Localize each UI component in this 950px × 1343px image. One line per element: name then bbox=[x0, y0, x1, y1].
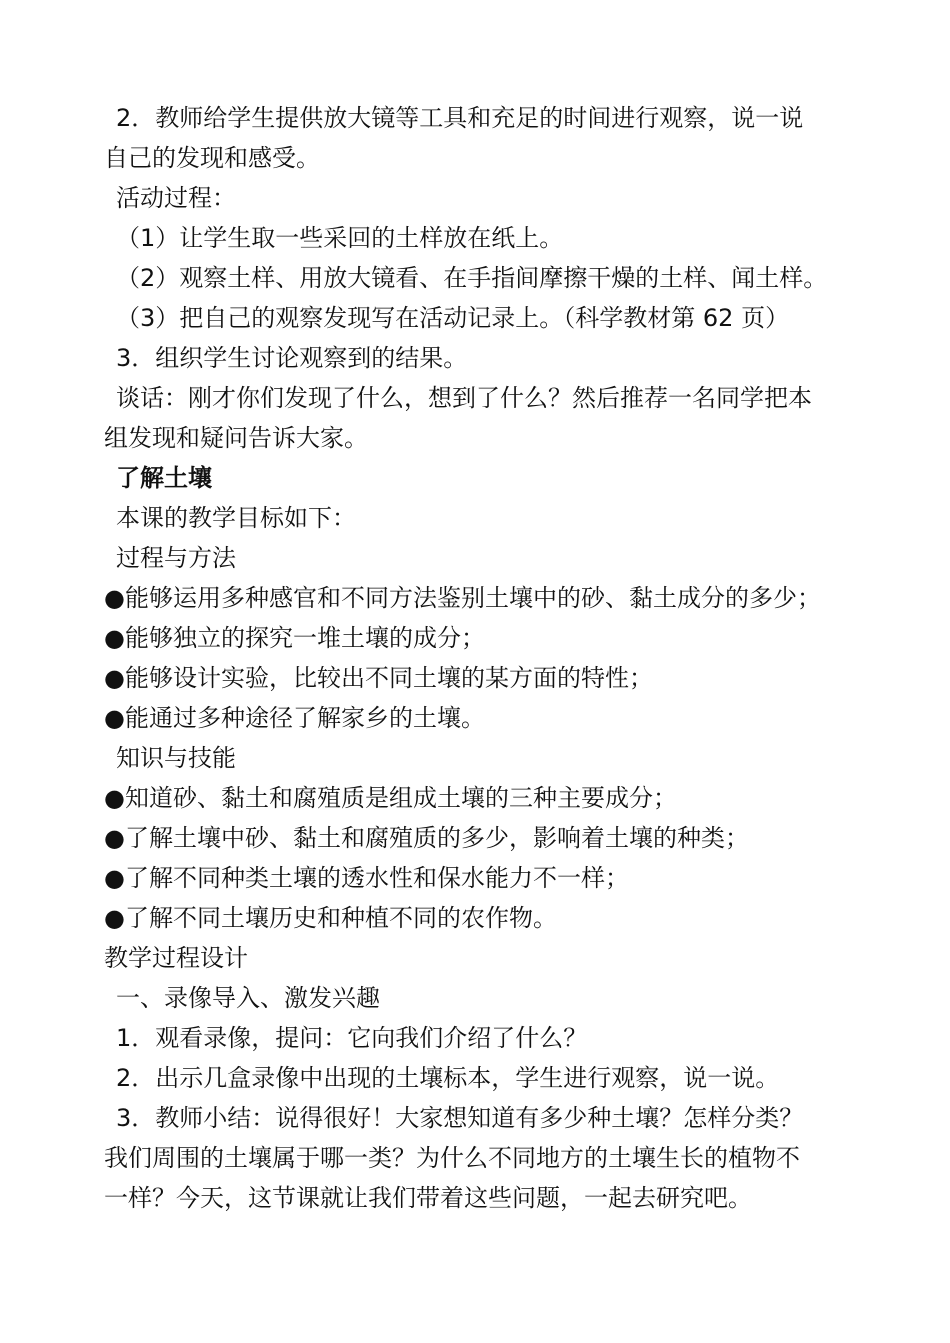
paragraph-line: 我们周围的土壤属于哪一类？为什么不同地方的土壤生长的植物不 bbox=[104, 1144, 800, 1172]
paragraph-line: 自己的发现和感受。 bbox=[104, 144, 320, 172]
bullet-item: ●能够运用多种感官和不同方法鉴别土壤中的砂、黏土成分的多少； bbox=[104, 584, 821, 612]
section-heading: 了解土壤 bbox=[116, 464, 212, 492]
bullet-item: ●能够独立的探究一堆土壤的成分； bbox=[104, 624, 485, 652]
paragraph-line: 2．出示几盒录像中出现的土壤标本，学生进行观察，说一说。 bbox=[116, 1064, 780, 1092]
paragraph-line: 谈话：刚才你们发现了什么，想到了什么？然后推荐一名同学把本 bbox=[116, 384, 812, 412]
paragraph-line: 3．组织学生讨论观察到的结果。 bbox=[116, 344, 468, 372]
activity-step: （2）观察土样、用放大镜看、在手指间摩擦干燥的土样、闻土样。 bbox=[116, 264, 828, 292]
bullet-item: ●知道砂、黏土和腐殖质是组成土壤的三种主要成分； bbox=[104, 784, 677, 812]
paragraph-line: 3．教师小结：说得很好！大家想知道有多少种土壤？怎样分类？ bbox=[116, 1104, 804, 1132]
bullet-item: ●了解不同种类土壤的透水性和保水能力不一样； bbox=[104, 864, 629, 892]
subsection-heading: 知识与技能 bbox=[116, 744, 236, 772]
paragraph-line: 本课的教学目标如下： bbox=[116, 504, 356, 532]
subsection-heading: 一、录像导入、激发兴趣 bbox=[116, 984, 380, 1012]
paragraph-line: 组发现和疑问告诉大家。 bbox=[104, 424, 368, 452]
activity-step: （1）让学生取一些采回的土样放在纸上。 bbox=[116, 224, 564, 252]
activity-step: （3）把自己的观察发现写在活动记录上。（科学教材第 62 页） bbox=[116, 304, 790, 332]
bullet-item: ●能通过多种途径了解家乡的土壤。 bbox=[104, 704, 485, 732]
paragraph-line: 2．教师给学生提供放大镜等工具和充足的时间进行观察，说一说 bbox=[116, 104, 804, 132]
section-heading: 教学过程设计 bbox=[104, 944, 248, 972]
bullet-item: ●能够设计实验，比较出不同土壤的某方面的特性； bbox=[104, 664, 653, 692]
subsection-heading: 过程与方法 bbox=[116, 544, 236, 572]
paragraph-line: 1．观看录像，提问：它向我们介绍了什么？ bbox=[116, 1024, 588, 1052]
bullet-item: ●了解不同土壤历史和种植不同的农作物。 bbox=[104, 904, 557, 932]
section-label: 活动过程： bbox=[116, 184, 236, 212]
bullet-item: ●了解土壤中砂、黏土和腐殖质的多少，影响着土壤的种类； bbox=[104, 824, 749, 852]
paragraph-line: 一样？今天，这节课就让我们带着这些问题，一起去研究吧。 bbox=[104, 1184, 752, 1212]
